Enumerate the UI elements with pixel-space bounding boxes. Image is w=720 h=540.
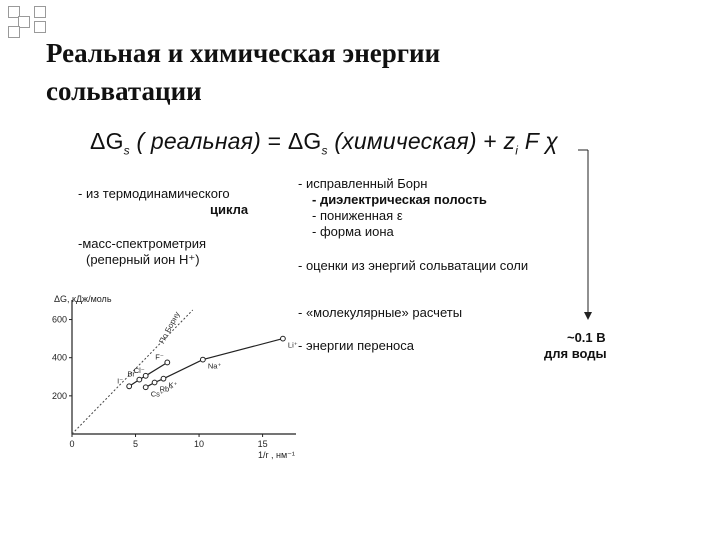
eq-rhs-arg: (химическая) (334, 128, 477, 154)
data-point (165, 360, 170, 365)
y-axis-label: ΔG, кДж/моль (54, 294, 112, 304)
right-note-cavity: - диэлектрическая полость (312, 192, 487, 207)
right-note-transfer: - энергии переноса (298, 338, 414, 353)
y-tick-label: 400 (51, 352, 67, 363)
right-note-epsilon: - пониженная ε (312, 208, 403, 223)
data-point (281, 336, 286, 341)
slide-title-line2: сольватации (46, 76, 202, 106)
eq-F: F (524, 128, 539, 154)
point-label: Rb⁺ (159, 384, 174, 394)
eq-plus: + (483, 128, 497, 154)
eq-rhs-symbol: ΔG (287, 128, 322, 154)
data-point (200, 357, 205, 362)
result-line1: ~0.1 В (566, 330, 606, 345)
point-label: K⁺ (168, 380, 178, 390)
born-line-label: По Борну (157, 310, 182, 346)
right-note-molecular: - «молекулярные» расчеты (298, 305, 463, 320)
right-note-salt: - оценки из энергий сольватации соли (298, 258, 529, 273)
x-tick-label: 5 (133, 439, 139, 449)
eq-rhs-sub: s (321, 143, 328, 158)
chart-axes (69, 300, 296, 437)
x-tick-label: 0 (69, 439, 75, 449)
x-tick-label: 10 (194, 439, 205, 449)
eq-equals: = (267, 128, 282, 154)
slide-title-line1: Реальная и химическая энергии (46, 38, 441, 68)
data-point (127, 384, 132, 389)
data-point (152, 380, 157, 385)
left-note-thermo (78, 186, 248, 218)
eq-z-sub: i (515, 143, 519, 158)
eq-lhs-sub: s (123, 143, 130, 158)
x-tick-label: 15 (257, 439, 268, 449)
point-label: F⁻ (155, 352, 164, 362)
y-tick-label: 600 (51, 314, 67, 325)
point-label: I⁻ (117, 376, 124, 386)
eq-lhs-arg: ( реальная) (136, 128, 262, 154)
left-note-thermo-line1: - из термодинамического (78, 186, 230, 201)
right-note-born: - исправленный Борн (298, 176, 428, 191)
left-note-thermo-line2: цикла (210, 202, 249, 217)
point-label: Li⁺ (287, 340, 298, 350)
y-tick-label: 200 (51, 390, 67, 401)
right-note-ion-shape: - форма иона (312, 224, 394, 239)
point-label: Br⁻ (127, 369, 139, 379)
eq-lhs-symbol: ΔG (90, 128, 124, 154)
chart-text (52, 294, 298, 460)
x-axis-label: 1/r , нм⁻¹ (258, 450, 295, 460)
point-label: Cl⁻ (133, 365, 145, 375)
data-point (161, 376, 166, 381)
left-note-mass-spec (78, 236, 206, 268)
eq-z: z (503, 128, 516, 154)
result-line2: для воды (544, 346, 607, 361)
fit-curves (129, 339, 283, 388)
left-note-mass-spec-line1: -масс-спектрометрия (78, 236, 207, 251)
point-label: Na⁺ (207, 361, 222, 371)
point-label: Cs⁺ (150, 389, 164, 399)
left-note-mass-spec-line2: (реперный ион H⁺) (86, 252, 200, 267)
eq-chi: χ (545, 128, 558, 154)
result-value (544, 330, 607, 362)
solvation-chart (40, 290, 300, 460)
data-point (143, 385, 148, 390)
